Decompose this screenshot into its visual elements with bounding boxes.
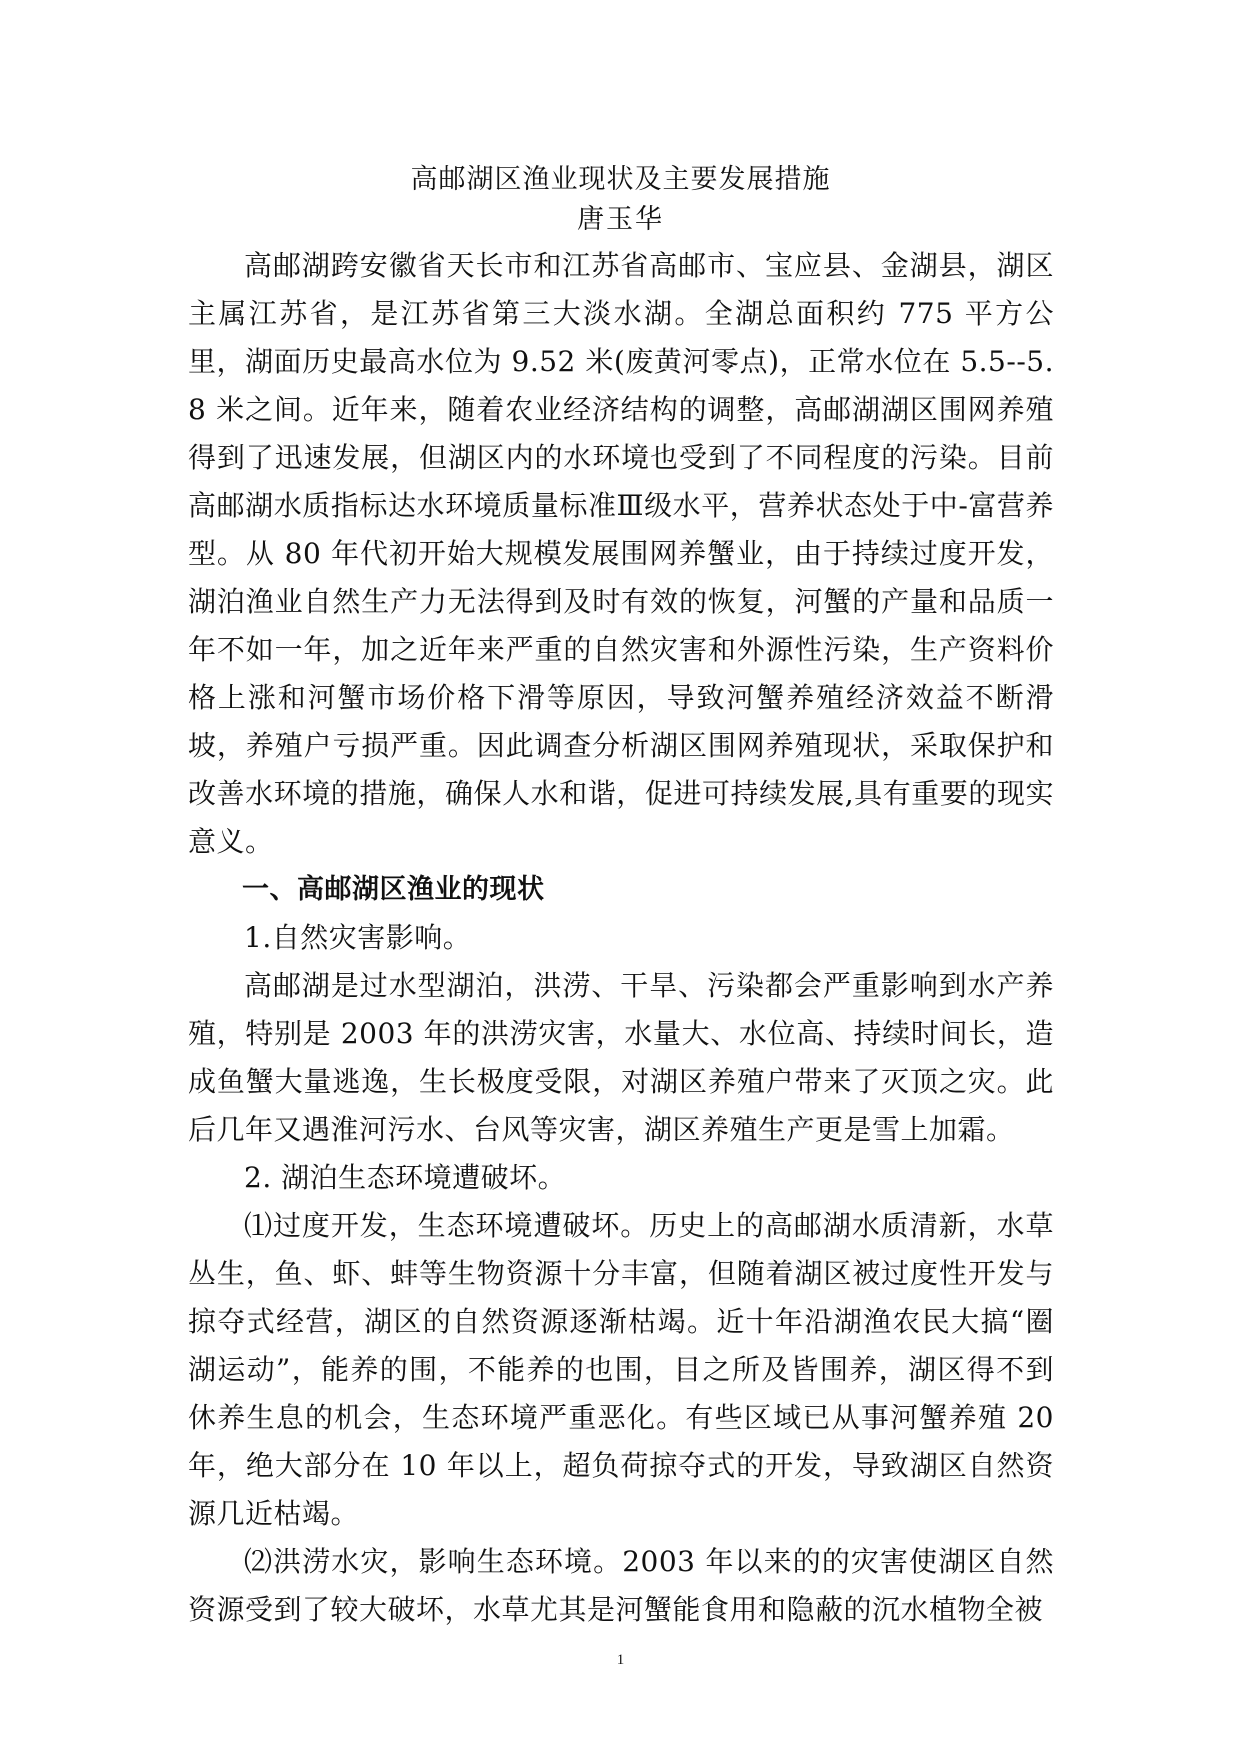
subheading-natural-disaster: 1.自然灾害影响。 — [244, 921, 472, 954]
document-title: 高邮湖区渔业现状及主要发展措施 — [410, 164, 831, 195]
document-body — [188, 242, 1054, 1634]
paragraph-overdevelopment: ⑴过度开发，生态环境遭破坏。历史上的高邮湖水质清新，水草丛生，鱼、虾、蚌等生物资源十分丰富，但随着湖区被过度性开发与掠夺式经营，湖区的自然资源逐渐枯竭。近十年沿湖渔农民大搞“圈湖运动”，能养的围，不能养的也围，目之所及皆围养，湖区得不到休养生息的机会，生态环境严重恶化。有些区域已从事河蟹养殖 20 年，绝大部分在 10 年以上，超负荷掠夺式的开发，导致湖区自然资源几近枯竭。 — [188, 1209, 1054, 1530]
document-author: 唐玉华 — [577, 204, 664, 235]
paragraph-flood: ⑵洪涝水灾，影响生态环境。2003 年以来的的灾害使湖区自然资源受到了较大破坏，水草尤其是河蟹能食用和隐蔽的沉水植物全被 — [188, 1545, 1054, 1626]
section-heading: 一、高邮湖区渔业的现状 — [242, 874, 545, 905]
page-number: 1 — [616, 1652, 625, 1668]
subheading-ecology: 2. 湖泊生态环境遭破坏。 — [244, 1161, 567, 1194]
paragraph-intro: 高邮湖跨安徽省天长市和江苏省高邮市、宝应县、金湖县，湖区主属江苏省，是江苏省第三大淡水湖。全湖总面积约 775 平方公里，湖面历史最高水位为 9.52 米(废黄河零点)，正常水位在 5.5--5.8 米之间。近年来，随着农业经济结构的调整，高邮湖湖区围网养殖得到了迅速发展，但湖区内的水环境也受到了不同程度的污染。目前高邮湖水质指标达水环境质量标准Ⅲ级水平，营养状态处于中-富营养型。从 80 年代初开始大规模发展围网养蟹业，由于持续过度开发，湖泊渔业自然生产力无法得到及时有效的恢复，河蟹的产量和品质一年不如一年，加之近年来严重的自然灾害和外源性污染，生产资料价格上涨和河蟹市场价格下滑等原因，导致河蟹养殖经济效益不断滑坡，养殖户亏损严重。因此调查分析湖区围网养殖现状，采取保护和改善水环境的措施，确保人水和谐，促进可持续发展,具有重要的现实意义。 — [188, 249, 1054, 858]
paragraph-natural-disaster: 高邮湖是过水型湖泊，洪涝、干旱、污染都会严重影响到水产养殖，特别是 2003 年的洪涝灾害，水量大、水位高、持续时间长，造成鱼蟹大量逃逸，生长极度受限，对湖区养殖户带来了灭顶之灾。此后几年又遇淮河污水、台风等灾害，湖区养殖生产更是雪上加霜。 — [188, 969, 1054, 1146]
